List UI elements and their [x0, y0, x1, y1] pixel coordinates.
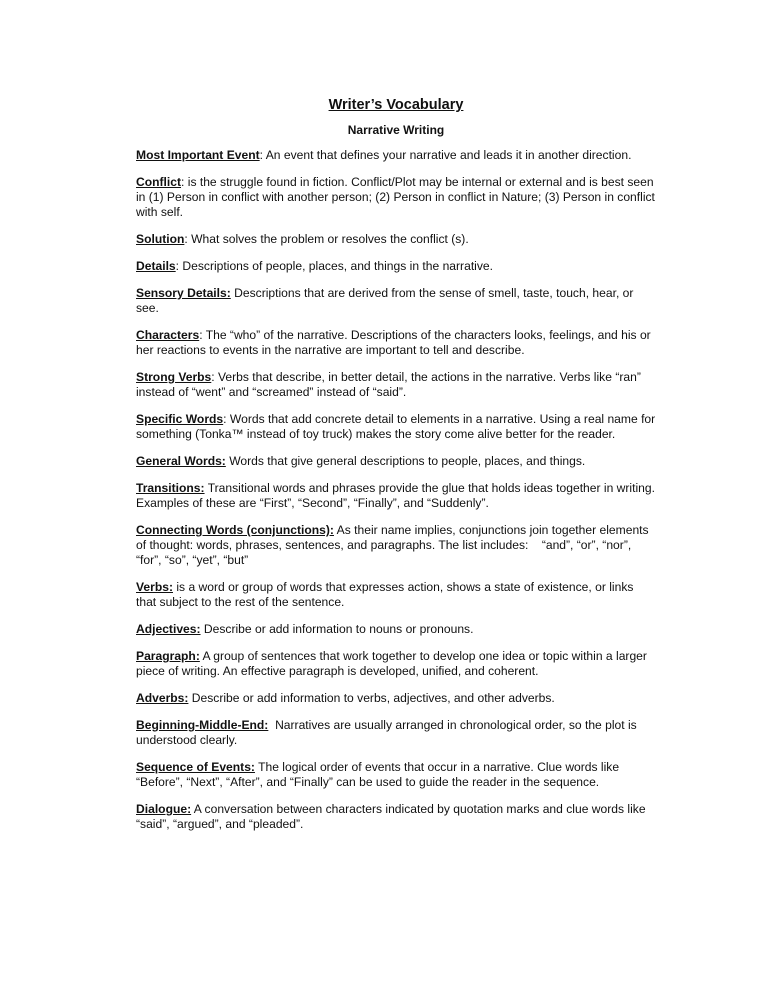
entry-definition: is the struggle found in fiction. Conflict/Plot may be internal or external and is best seen in (1) Person in conflict with another person; (2) Person in conflict in Nature; (3) Person in conflict with self.: [136, 175, 655, 219]
vocabulary-entry-connecting-words: [136, 523, 656, 568]
entry-definition: The “who” of the narrative. Descriptions of the characters looks, feelings, and his or her reactions to events in the narrative are important to tell and describe.: [136, 328, 651, 357]
document-page: [136, 96, 656, 844]
entry-definition: A group of sentences that work together to develop one idea or topic within a larger piece of writing. An effective paragraph is developed, unified, and coherent.: [136, 649, 647, 678]
entry-separator: :: [175, 259, 180, 273]
entry-term: Adjectives:: [136, 622, 201, 636]
entry-term: Connecting Words (conjunctions):: [136, 523, 334, 537]
vocabulary-entry-general-words: [136, 454, 656, 469]
vocabulary-entry-characters: [136, 328, 656, 358]
vocabulary-entry-strong-verbs: [136, 370, 656, 400]
entry-definition: What solves the problem or resolves the conflict (s).: [187, 232, 469, 246]
vocabulary-entry-details: [136, 259, 656, 274]
entry-term: Solution: [136, 232, 185, 246]
vocabulary-entry-sequence-of-events: [136, 760, 656, 790]
entry-term: Verbs:: [136, 580, 173, 594]
document-subtitle: Narrative Writing: [347, 123, 445, 137]
entry-term: Beginning-Middle-End:: [136, 718, 269, 732]
document-title: Writer’s Vocabulary: [328, 97, 464, 113]
entry-term: Characters: [136, 328, 200, 342]
entry-term: Strong Verbs: [136, 370, 212, 384]
entry-definition: is a word or group of words that expresses action, shows a state of existence, or links that subject to the rest of the sentence.: [136, 580, 634, 609]
entry-term: Paragraph:: [136, 649, 200, 663]
entry-term: Dialogue:: [136, 802, 192, 816]
entry-definition: Describe or add information to nouns or pronouns.: [200, 622, 474, 636]
entry-definition: Descriptions of people, places, and things in the narrative.: [179, 259, 493, 273]
entry-definition: Words that give general descriptions to people, places, and things.: [225, 454, 586, 468]
entry-term: Sequence of Events:: [136, 760, 255, 774]
entry-term: General Words:: [136, 454, 226, 468]
entry-separator: :: [181, 175, 185, 189]
entry-definition: As their name implies, conjunctions join together elements of thought: words, phrases, sentences, and paragraphs. The list includes: “and”, “or”, “nor”, “for”, “so”, “yet”, “but”: [136, 523, 652, 567]
vocabulary-entry-conflict: [136, 175, 656, 220]
entry-term: Most Important Event: [136, 148, 260, 162]
entry-separator: :: [259, 148, 264, 162]
vocabulary-entry-dialogue: [136, 802, 656, 832]
vocabulary-entry-adverbs: [136, 691, 656, 706]
entry-term: Adverbs:: [136, 691, 189, 705]
entry-separator: :: [184, 232, 188, 246]
vocabulary-entry-paragraph: [136, 649, 656, 679]
entry-definition: The logical order of events that occur in a narrative. Clue words like “Before”, “Next”, “After”, and “Finally” can be used to guide the reader in the sequence.: [136, 760, 620, 789]
vocabulary-entry-verbs: [136, 580, 656, 610]
entry-term: Details: [136, 259, 176, 273]
vocabulary-entry-most-important-event: [136, 148, 656, 163]
entry-separator: :: [223, 412, 227, 426]
entry-term: Sensory Details:: [136, 286, 231, 300]
entry-definition: Describe or add information to verbs, adjectives, and other adverbs.: [188, 691, 555, 705]
vocabulary-entry-adjectives: [136, 622, 656, 637]
entry-definition: Narratives are usually arranged in chronological order, so the plot is understood clearly.: [136, 718, 641, 747]
vocabulary-entry-sensory-details: [136, 286, 656, 316]
vocabulary-entry-solution: [136, 232, 656, 247]
entry-definition: Descriptions that are derived from the sense of smell, taste, touch, hear, or see.: [136, 286, 634, 315]
vocabulary-entry-transitions: [136, 481, 656, 511]
entry-definition: An event that defines your narrative and leads it in another direction.: [263, 148, 632, 162]
entry-definition: Words that add concrete detail to elements in a narrative. Using a real name for something (Tonka™ instead of toy truck) makes the story come alive better for the reader.: [136, 412, 656, 441]
entry-term: Specific Words: [136, 412, 224, 426]
entry-separator: :: [199, 328, 203, 342]
entry-definition: Transitional words and phrases provide the glue that holds ideas together in writing. Examples of these are “First”, “Second”, “Finally”, and “Suddenly”.: [136, 481, 655, 510]
entry-separator: :: [211, 370, 215, 384]
vocabulary-entry-beginning-middle-end: [136, 718, 656, 748]
entry-definition: A conversation between characters indicated by quotation marks and clue words like “said”, “argued”, and “pleaded”.: [136, 802, 646, 831]
vocabulary-entry-specific-words: [136, 412, 656, 442]
vocabulary-list: [136, 148, 656, 832]
entry-term: Transitions:: [136, 481, 205, 495]
entry-term: Conflict: [136, 175, 182, 189]
entry-definition: Verbs that describe, in better detail, the actions in the narrative. Verbs like “ran” instead of “went” and “screamed” instead of “said”.: [136, 370, 641, 399]
